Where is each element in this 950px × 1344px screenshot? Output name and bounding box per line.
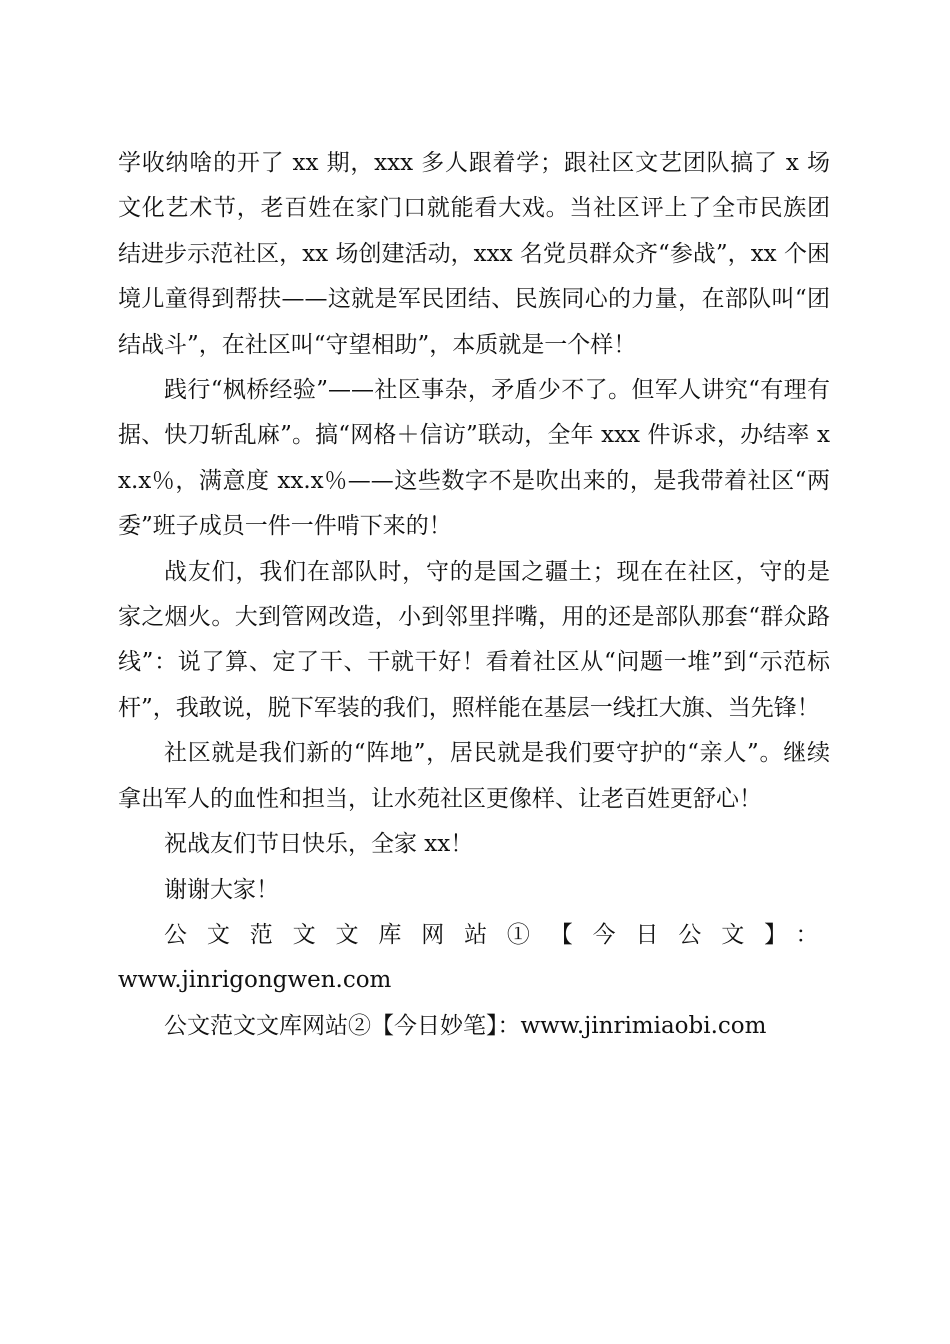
document-body <box>118 141 830 1049</box>
paragraph-community: 社区就是我们新的“阵地”，居民就是我们要守护的“亲人”。继续拿出军人的血性和担当，让水苑社区更像样、让老百姓更舒心！ <box>118 740 830 812</box>
site2-block <box>118 1004 830 1049</box>
paragraph-continued: 学收纳啥的开了 xx 期，xxx 多人跟着学；跟社区文艺团队搞了 x 场文化艺术节，老百姓在家门口就能看大戏。当社区评上了全市民族团结进步示范社区，xx 场创建活动，xxx 名党员群众齐“参战”，xx 个困境儿童得到帮扶——这就是军民团结、民族同心的力量，在部队叫“团结战斗”，在社区叫“守望相助”，本质就是一个样！ <box>118 150 830 358</box>
site1-link[interactable]: www.jinrigongwen.com <box>118 967 392 994</box>
site1-label: 公文范文文库网站①【今日公文】： <box>164 921 830 948</box>
paragraph-greeting: 祝战友们节日快乐，全家 xx！ <box>164 831 474 858</box>
paragraph-comrades: 战友们，我们在部队时，守的是国之疆土；现在在社区，守的是家之烟火。大到管网改造，小到邻里拌嘴，用的还是部队那套“群众路线”：说了算、定了干、干就干好！看着社区从“问题一堆”到“示范标杆”，我敢说，脱下军装的我们，照样能在基层一线扛大旗、当先锋！ <box>118 558 830 721</box>
site2-link[interactable]: www.jinrimiaobi.com <box>520 1012 767 1039</box>
paragraph-thanks: 谢谢大家！ <box>164 876 279 903</box>
paragraph-fengqiao: 践行“枫桥经验”——社区事杂，矛盾少不了。但军人讲究“有理有据、快刀斩乱麻”。搞“网格＋信访”联动，全年 xxx 件诉求，办结率 xx.x％，满意度 xx.x％——这些数字不是吹出来的，是我带着社区“两委”班子成员一件一件啃下来的！ <box>118 377 830 540</box>
site2-label: 公文范文文库网站②【今日妙笔】： <box>164 1012 521 1039</box>
site1-block <box>118 913 830 1004</box>
